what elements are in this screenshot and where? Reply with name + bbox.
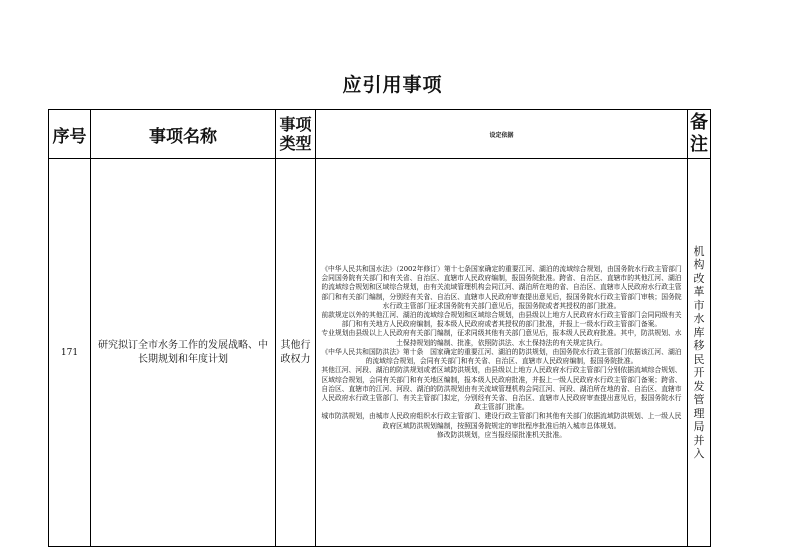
- cell-note-text: 机构改革市水库移民开发管理局并入: [693, 244, 705, 460]
- basis-paragraph: 前款规定以外的其他江河、湖泊的流域综合规划和区域综合规划，由县级以上地方人民政府水行政主管部门会同同级有关部门和有关地方人民政府编制，报本级人民政府或者其授权的部门批准，并报上一级水行政主管部门备案。: [321, 311, 682, 329]
- header-type: [276, 110, 316, 159]
- cell-note: [688, 159, 711, 547]
- header-basis: 设定依据: [316, 110, 688, 159]
- header-note: [688, 110, 711, 159]
- cell-type-text: 其他行政权力: [280, 339, 311, 365]
- table-header-row: [49, 110, 711, 159]
- header-name: 事项名称: [91, 110, 276, 159]
- matters-table: [48, 109, 711, 547]
- basis-paragraph: 城市防洪规划，由城市人民政府组织水行政主管部门、建设行政主管部门和其他有关部门依据流域防洪规划、上一级人民政府区域防洪规划编制，按照国务院规定的审批程序批准后纳入城市总体规划。: [321, 412, 682, 430]
- page-title: 应引用事项: [342, 74, 443, 96]
- cell-name: 研究拟订全市水务工作的发展战略、中长期规划和年度计划: [91, 159, 276, 547]
- cell-basis: [316, 159, 688, 547]
- basis-paragraph: 《中华人民共和国防洪法》第十条 国家确定的重要江河、湖泊的防洪规划，由国务院水行政主管部门依据该江河、湖泊的流域综合规划，会同有关部门和有关省、自治区、直辖市人民政府编制，报国务院批准。: [321, 347, 682, 366]
- cell-seq: 171: [49, 159, 91, 547]
- header-note-text: 备注: [690, 112, 708, 155]
- table-row: [49, 159, 711, 547]
- header-seq: 序号: [49, 110, 91, 159]
- basis-paragraph: 修改防洪规划，应当报经原批准机关批准。: [436, 430, 567, 439]
- basis-paragraph: 《中华人民共和国水法》（2002年修订）第十七条国家确定的重要江河、湖泊的流域综合规划，由国务院水行政主管部门会同国务院有关部门和有关省、自治区、直辖市人民政府编制，报国务院批准。跨省、自治区、直辖市的其他江河、湖泊的流域综合规划和区域综合规划，由有关流域管理机构会同江河、湖泊所在地的省、自治区、直辖市人民政府水行政主管部门和有关部门编制，分别经有关省、自治区、直辖市人民政府审查提出意见后，报国务院水行政主管部门审核；国务院水行政主管部门征求国务院有关部门意见后，报国务院或者其授权的部门批准。: [321, 265, 682, 310]
- basis-paragraph: 专业规划由县级以上人民政府有关部门编制，征求同级其他有关部门意见后，报本级人民政府批准。其中，防洪规划、水土保持规划的编制、批准，依照防洪法、水土保持法的有关规定执行。: [321, 329, 682, 347]
- basis-paragraph: 其他江河、河段、湖泊的防洪规划或者区域防洪规划，由县级以上地方人民政府水行政主管部门分别依据流域综合规划、区域综合规划，会同有关部门和有关地区编制，报本级人民政府批准，并报上一级人民政府水行政主管部门备案；跨省、自治区、直辖市的江河、河段、湖泊的防洪规划由有关流域管理机构会同江河、河段、湖泊所在地的省、自治区、直辖市人民政府水行政主管部门、有关主管部门拟定，分别经有关省、自治区、直辖市人民政府审查提出意见后，报国务院水行政主管部门批准。: [321, 366, 682, 412]
- header-type-text: 事项类型: [279, 115, 312, 153]
- cell-type: [276, 159, 316, 547]
